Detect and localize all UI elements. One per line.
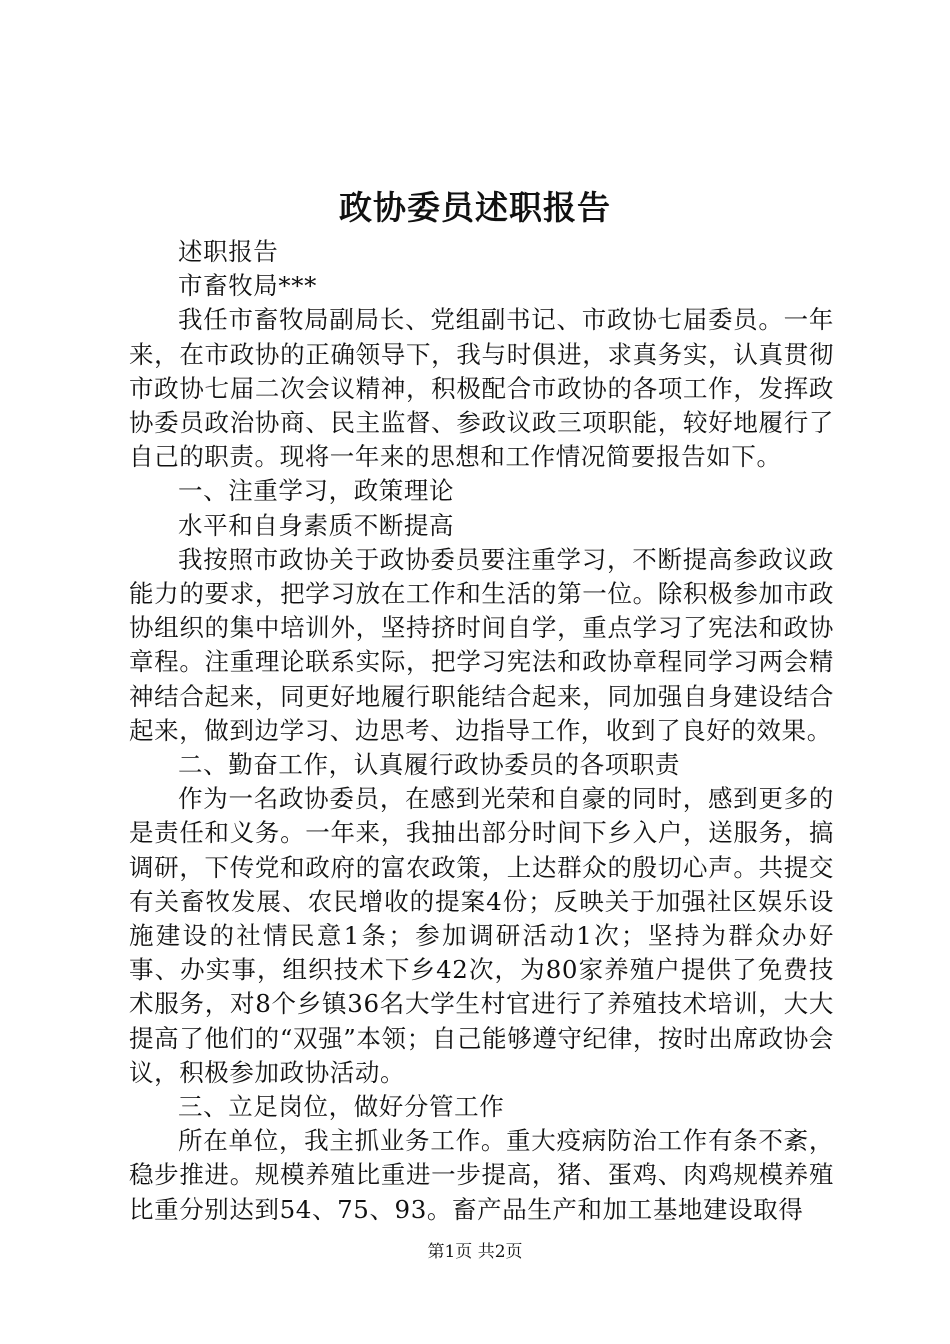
section-heading-1-cont: 水平和自身素质不断提高 bbox=[178, 510, 455, 540]
document-title: 政协委员述职报告 bbox=[339, 188, 611, 227]
document-body bbox=[129, 235, 834, 1227]
paragraph-heading-label: 述职报告 bbox=[178, 237, 279, 266]
paragraph-work: 所在单位，我主抓业务工作。重大疫病防治工作有条不紊，稳步推进。规模养殖比重进一步提高，猪、蛋鸡、肉鸡规模养殖比重分别达到54、75、93。畜产品生产和加工基地建设取得 bbox=[129, 1126, 834, 1224]
paragraph-study: 我按照市政协关于政协委员要注重学习，不断提高参政议政能力的要求，把学习放在工作和生活的第一位。除积极参加市政协组织的集中培训外，坚持挤时间自学，重点学习了宪法和政协章程。注重理论联系实际，把学习宪法和政协章程同学习两会精神结合起来，同更好地履行职能结合起来，同加强自身建设结合起来，做到边学习、边思考、边指导工作，收到了良好的效果。 bbox=[129, 544, 834, 745]
section-heading-2: 二、勤奋工作，认真履行政协委员的各项职责 bbox=[178, 750, 680, 780]
paragraph-author: 市畜牧局*** bbox=[178, 271, 317, 301]
section-heading-1: 一、注重学习，政策理论 bbox=[178, 476, 455, 506]
paragraph-duties: 作为一名政协委员，在感到光荣和自豪的同时，感到更多的是责任和义务。一年来，我抽出部分时间下乡入户，送服务，搞调研，下传党和政府的富农政策，上达群众的殷切心声。共提交有关畜牧发展、农民增收的提案4份；反映关于加强社区娱乐设施建设的社情民意1条；参加调研活动1次；坚持为群众办好事、办实事，组织技术下乡42次，为80家养殖户提供了免费技术服务，对8个乡镇36名大学生村官进行了养殖技术培训，大大提高了他们的“双强”本领；自己能够遵守纪律，按时出席政协会议，积极参加政协活动。 bbox=[129, 784, 834, 1087]
section-heading-3: 三、立足岗位，做好分管工作 bbox=[178, 1092, 505, 1122]
page-indicator: 第1页 共2页 bbox=[427, 1242, 523, 1262]
paragraph-intro: 我任市畜牧局副局长、党组副书记、市政协七届委员。一年来，在市政协的正确领导下，我与时俱进，求真务实，认真贯彻市政协七届二次会议精神，积极配合市政协的各项工作，发挥政协委员政治协商、民主监督、参政议政三项职能，较好地履行了自己的职责。现将一年来的思想和工作情况简要报告如下。 bbox=[129, 305, 834, 472]
